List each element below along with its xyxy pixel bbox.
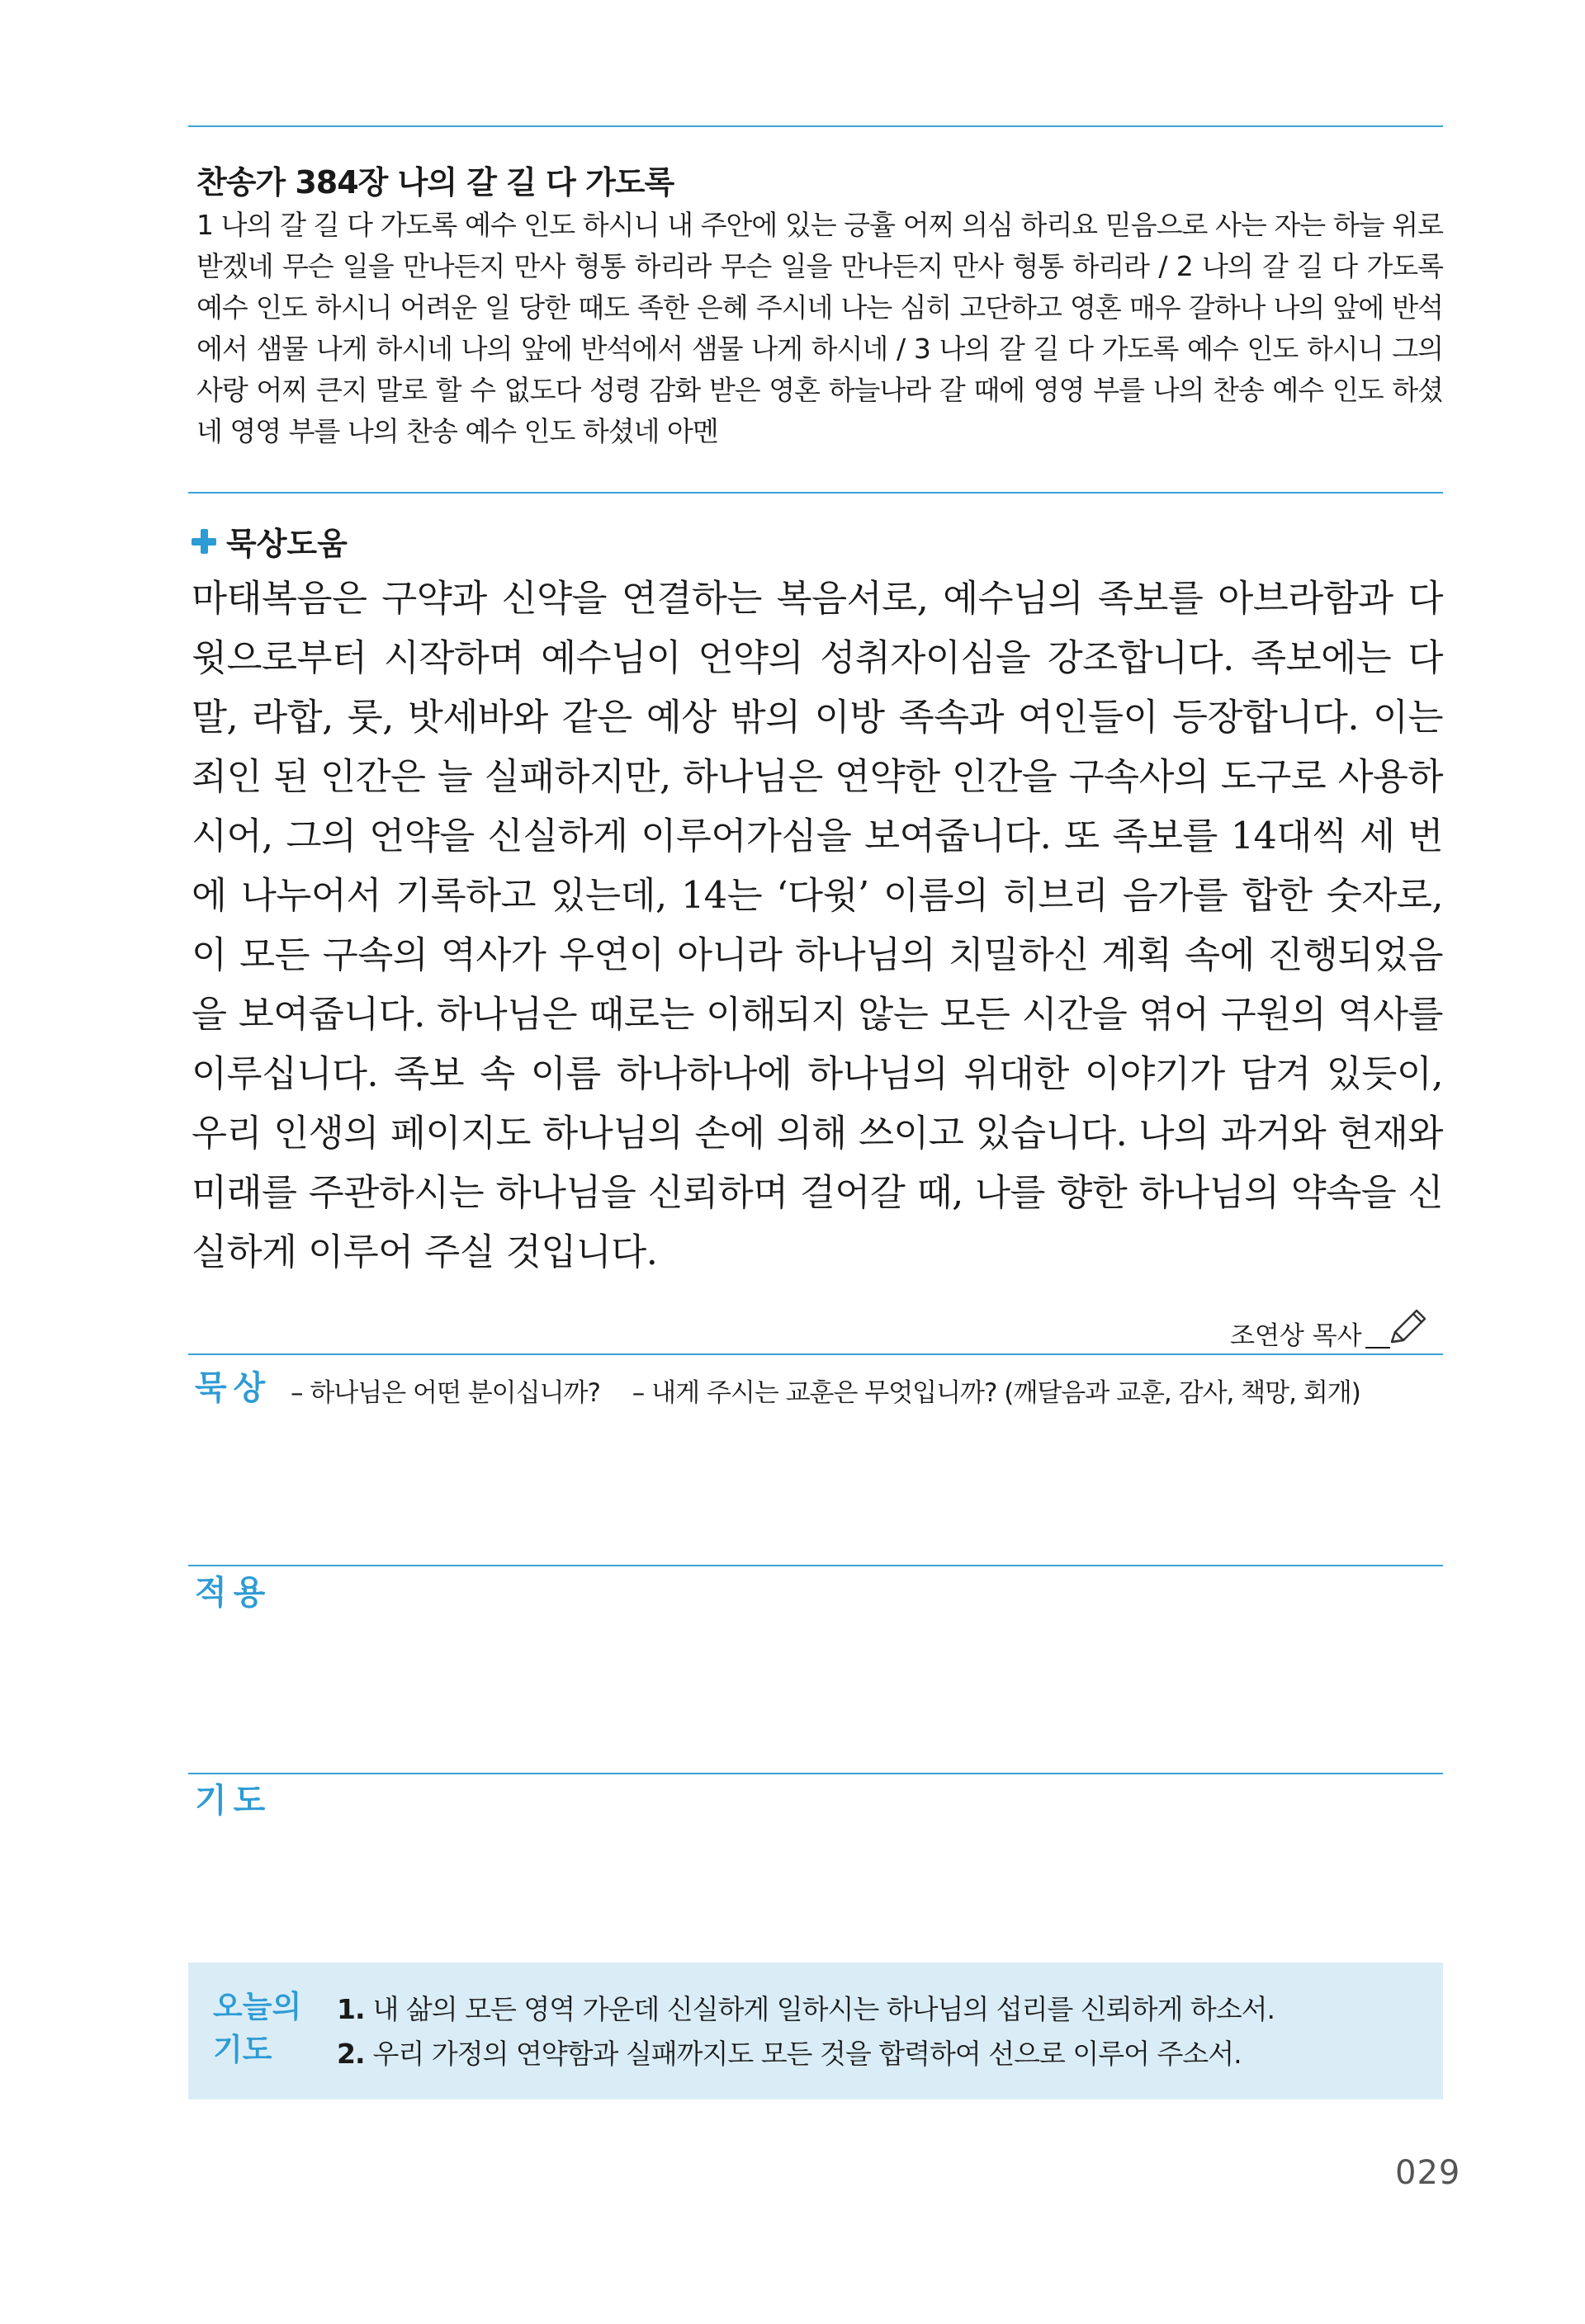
- prayer-item-2-number: 2.: [337, 2038, 365, 2070]
- meditation-questions: [291, 1372, 1385, 1409]
- author-name: 조연상 목사: [1230, 1321, 1362, 1351]
- prayer-item-1-text: 내 삶의 모든 영역 가운데 신실하게 일하시는 하나님의 섭리를 신뢰하게 하소서.: [372, 1993, 1275, 2025]
- question-1: – 하나님은 어떤 분이십니까?: [291, 1378, 600, 1408]
- meditation-help-title: 묵상도움: [226, 526, 348, 562]
- application-divider: [188, 1565, 1443, 1566]
- prayer-item-1: [337, 1987, 1275, 2032]
- prayer-divider: [188, 1773, 1443, 1774]
- todays-prayer-label-line1: 오늘의: [213, 1989, 302, 2024]
- meditation-divider: [188, 1353, 1443, 1355]
- hymn-lyrics: 1 나의 갈 길 다 가도록 예수 인도 하시니 내 주안에 있는 긍휼 어찌 의심 하리요 믿음으로 사는 자는 하늘 위로 받겠네 무슨 일을 만나든지 만사 형통 하리라 무슨 일을 만나든지 만사 형통 하리라 / 2 나의 갈 길 다 가도록 예수 인도 하시니 어려운 일 당한 때도 족한 은혜 주시네 나는 심히 고단하고 영혼 매우 갈하나 나의 앞에 반석에서 샘물 나게 하시네 나의 앞에 반석에서 샘물 나게 하시네 / 3 나의 갈 길 다 가도록 예수 인도 하시니 그의 사랑 어찌 큰지 말로 할 수 없도다 성령 감화 받은 영혼 하늘나라 갈 때에 영영 부를 나의 찬송 예수 인도 하셨네 영영 부를 나의 찬송 예수 인도 하셨네 아멘: [196, 209, 1443, 447]
- page-number: 029: [1395, 2154, 1461, 2192]
- meditation-help-heading: [192, 518, 348, 564]
- pencil-icon: [1384, 1306, 1430, 1352]
- application-label: 적용: [195, 1574, 272, 1612]
- todays-prayer-items: [337, 1987, 1275, 2076]
- prayer-item-2: [337, 2032, 1275, 2076]
- question-2: – 내게 주시는 교훈은 무엇입니까? (깨달음과 교훈, 감사, 책망, 회개): [632, 1378, 1360, 1408]
- plus-icon: [192, 529, 216, 554]
- prayer-item-2-text: 우리 가정의 연약함과 실패까지도 모든 것을 합력하여 선으로 이루어 주소서.: [372, 2038, 1242, 2070]
- hymn-divider: [188, 492, 1443, 494]
- todays-prayer-label: [213, 1986, 312, 2071]
- meditation-label: 묵상: [195, 1369, 272, 1407]
- todays-prayer-box: [188, 1963, 1443, 2100]
- meditation-text: 마태복음은 구약과 신약을 연결하는 복음서로, 예수님의 족보를 아브라함과 다윗으로부터 시작하며 예수님이 언약의 성취자이심을 강조합니다. 족보에는 다말, 라합, 룻, 밧세바와 같은 예상 밖의 이방 족속과 여인들이 등장합니다. 이는 죄인 된 인간은 늘 실패하지만, 하나님은 연약한 인간을 구속사의 도구로 사용하시어, 그의 언약을 신실하게 이루어가심을 보여줍니다. 또 족보를 14대씩 세 번에 나누어서 기록하고 있는데, 14는 ‘다윗’ 이름의 히브리 음가를 합한 숫자로, 이 모든 구속의 역사가 우연이 아니라 하나님의 치밀하신 계획 속에 진행되었음을 보여줍니다. 하나님은 때로는 이해되지 않는 모든 시간을 엮어 구원의 역사를 이루십니다. 족보 속 이름 하나하나에 하나님의 위대한 이야기가 담겨 있듯이, 우리 인생의 페이지도 하나님의 손에 의해 쓰이고 있습니다. 나의 과거와 현재와 미래를 주관하시는 하나님을 신뢰하며 걸어갈 때, 나를 향한 하나님의 약속을 신실하게 이루어 주실 것입니다.: [192, 578, 1443, 1273]
- author-signature: [1230, 1306, 1430, 1352]
- top-divider: [188, 125, 1443, 127]
- todays-prayer-label-line2: 기도: [213, 2032, 272, 2067]
- prayer-item-1-number: 1.: [337, 1993, 365, 2025]
- hymn-title: 찬송가 384장 나의 갈 길 다 가도록: [196, 164, 674, 201]
- prayer-label: 기도: [195, 1782, 272, 1820]
